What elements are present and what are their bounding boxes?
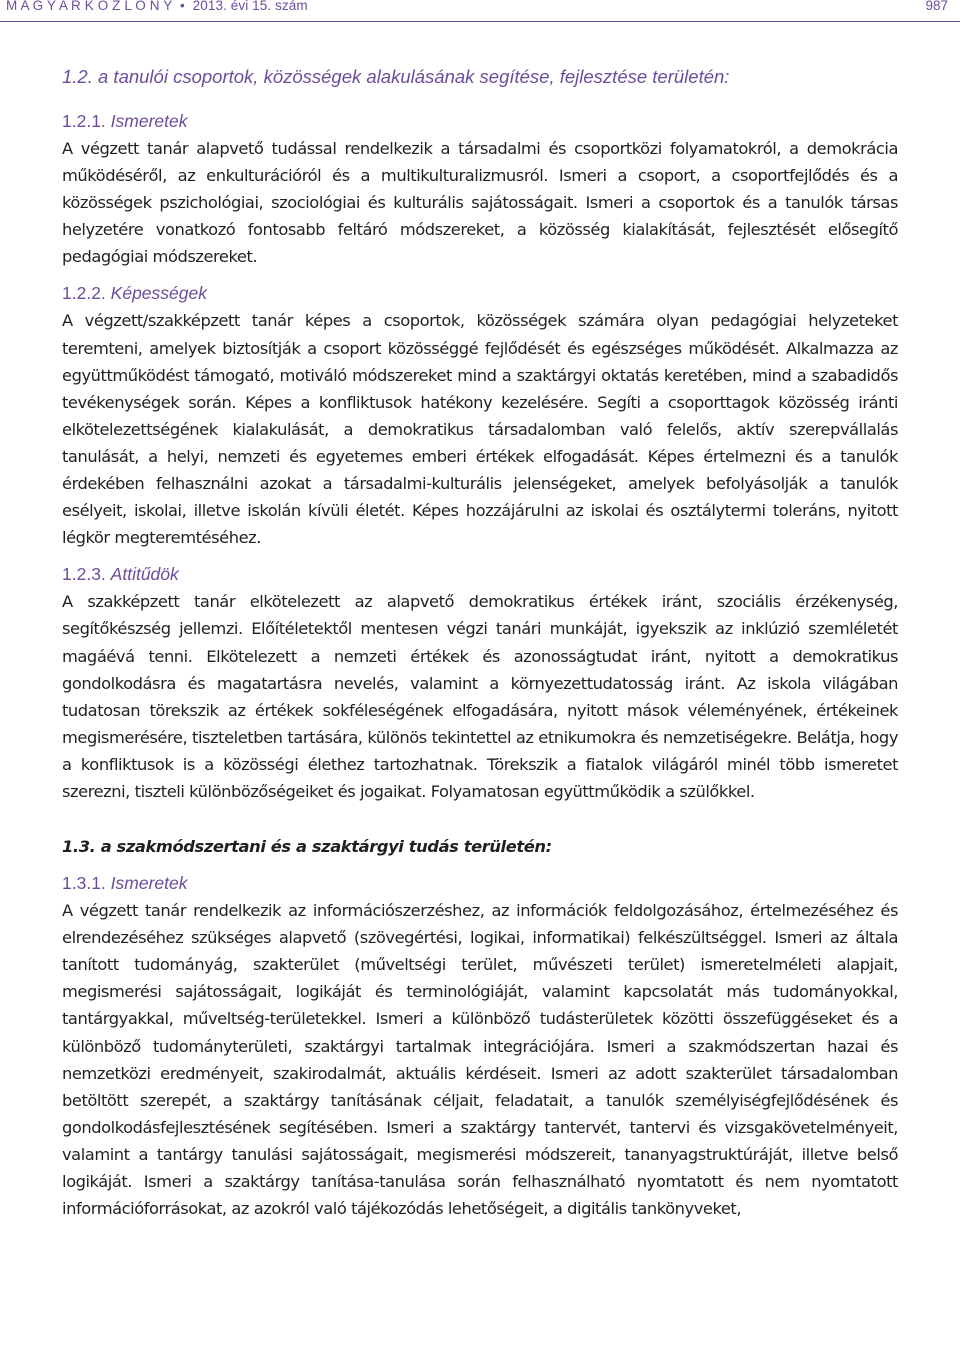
subsection-title: Attitűdök <box>110 564 179 585</box>
subsection-number: 1.2.3. <box>62 564 106 585</box>
running-header <box>6 0 308 13</box>
spacer <box>62 805 898 833</box>
page-header <box>0 0 960 18</box>
issue-date: 2013. évi 15. szám <box>192 0 308 13</box>
subsection-number: 1.2.1. <box>62 111 106 131</box>
section-heading-1-2: 1.2. a tanulói csoportok, közösségek alakulásának segítése, fejlesztése területén: <box>62 66 730 87</box>
subsection-number: 1.3.1. <box>62 873 106 894</box>
header-divider <box>0 21 960 22</box>
subsection-number: 1.2.2. <box>62 283 106 304</box>
page-number: 987 <box>925 0 948 13</box>
section-heading-1-3: 1.3. a szakmódszertani és a szaktárgyi tudás területén: <box>62 837 552 857</box>
subsection-heading-1-3-1 <box>62 870 898 897</box>
spacer <box>62 270 898 280</box>
subsection-title: Képességek <box>110 283 207 304</box>
spacer <box>62 551 898 561</box>
publication-title: M A G Y A R K Ö Z L Ö N Y <box>6 0 173 13</box>
header-bullet: • <box>179 0 185 13</box>
paragraph-1-2-1: A végzett tanár alapvető tudással rendelkezik a társadalmi és csoportközi folyamatokról, a demokrácia működéséről, az enkulturációról és a multikulturalizmusról. Ismeri a csoport, a csoportfejlődés és a közösségek pszichológiai, szociológiai és kulturális sajátosságait. Ismeri a csoportok és a tanulók társas helyzetére vonatkozó fontosabb feltáró módszereket, a közösség kialakítását, fejlesztését elősegítő pedagógiai módszereket. <box>62 139 898 267</box>
paragraph-1-3-1: A végzett tanár rendelkezik az információszerzéshez, az információk feldolgozásához, értelmezéséhez és elrendezéséhez szükséges alapvető (szövegértési, logikai, informatikai) felkészültséggel. Ismeri az általa tanított tudományág, szakterület (műveltségi terület, művészeti terület) ismeretelméleti alapjait, megismerési sajátosságait, logikáját és terminológiáját, valamint kapcsolatát más tudományokkal, tantárgyakkal, műveltség-területekkel. Ismeri a különböző tudásterületek közötti összefüggéseket és a különböző tudományterületi, szaktárgyi tartalmak integrációjára. Ismeri a szakmódszertan hazai és nemzetközi eredményeit, szakirodalmát, aktuális kérdéseit. Ismeri az adott szakterület társadalomban betöltött szerepét, a szaktárgy tanításának céljait, feladatait, a tanulók személyiségfejlődésének és gondolkodásfejlesztésének segítésében. Ismeri a szaktárgy tantervét, tantervi és vizsgakövetelményeit, valamint a tantárgy tanulási sajátosságait, megismerési módszereit, tananyagstruktúráját, illetve belső logikáját. Ismeri a szaktárgy tanítása-tanulása során felhasználható nyomtatott és nem nyomtatott információforrásokat, az azokról való tájékozódás lehetőségeit, a digitális tankönyveket, <box>62 901 898 1219</box>
spacer <box>62 860 898 870</box>
subsection-heading-1-2-3 <box>62 561 898 588</box>
paragraph-1-2-2: A végzett/szakképzett tanár képes a csoportok, közösségek számára olyan pedagógiai helyzeteket teremteni, amelyek biztosítják a csoport közösséggé fejlődését és egészséges működését. Alkalmazza az együttműködést támogató, motiváló módszereket mind a szaktárgyi oktatás keretében, mind a szabadidős tevékenységek során. Képes a konfliktusok hatékony kezelésére. Segíti a csoporttagok közösség iránti elkötelezettségének kialakulását, a demokratikus társadalomban való felelős, aktív szerepvállalás tanulását, a helyi, nemzeti és egyetemes emberi értékek elfogadását. Képes értelmezni és a tanulók érdekében felhasználni azokat a társadalmi-kulturális jelenségeket, amelyek befolyásolják a tanulók esélyeit, iskolai, illetve iskolán kívüli életét. Képes hozzájárulni az iskolai és osztálytermi toleráns, nyitott légkör megteremtéséhez. <box>62 311 898 548</box>
subsection-heading-1-2-1 <box>62 108 898 135</box>
subsection-title: Ismeretek <box>110 873 188 894</box>
subsection-heading-1-2-2 <box>62 280 898 307</box>
document-body <box>62 108 898 1222</box>
paragraph-1-2-3: A szakképzett tanár elkötelezett az alapvető demokratikus értékek iránt, szociális érzékenység, segítőkészség jellemzi. Előítéletektől mentesen végzi tanári munkáját, igyekszik az inklúzió szemléletét magáévá tenni. Elkötelezett a nemzeti értékek és azonosságtudat iránt, nyitott a demokratikus gondolkodásra és magatartásra nevelés, valamint a környezettudatosság iránt. Az iskola világában tudatosan törekszik az értékek sokféleségének elfogadására, nyitott mások véleményének, értékeinek megismerésére, tiszteletben tartására, különös tekintettel az etnikumokra és nemzetiségekre. Belátja, hogy a konfliktusok is a közösségi élethez tartozhatnak. Törekszik a fiatalok világáról minél több ismeretet szerezni, tiszteli különbözőségeiket és jogaikat. Folyamatosan együttműködik a szülőkkel. <box>62 592 898 801</box>
subsection-title: Ismeretek <box>110 111 188 131</box>
